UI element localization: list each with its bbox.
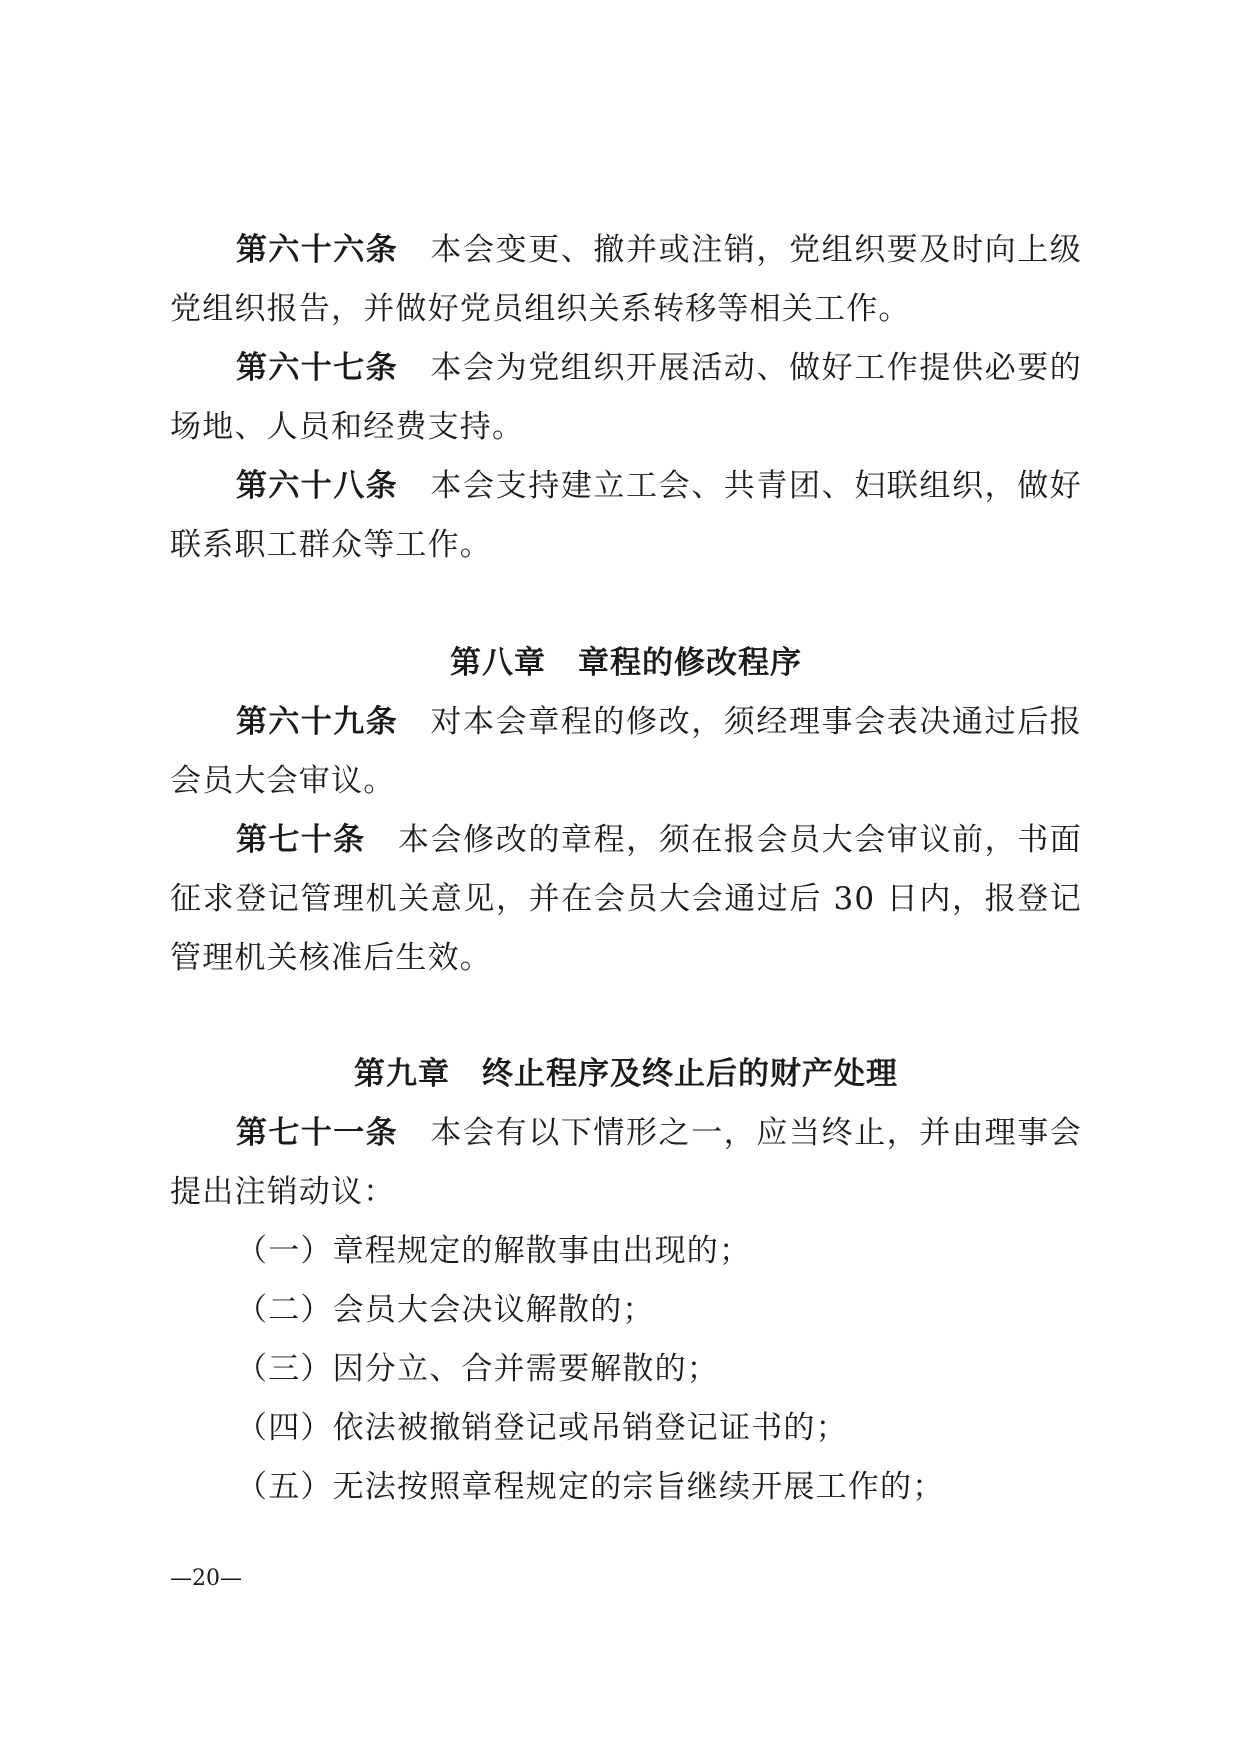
article-number: 第六十六条 xyxy=(236,232,398,268)
article-text: 本会变更、撤并或注销，党组织要及时向上级党组织报告，并做好党员组织关系转移等相关工作。 xyxy=(170,232,1082,327)
article-text: 本会支持建立工会、共青团、妇联组织，做好联系职工群众等工作。 xyxy=(170,468,1082,563)
article-text: 本会修改的章程，须在报会员大会审议前，书面征求登记管理机关意见，并在会员大会通过后 30 日内，报登记管理机关核准后生效。 xyxy=(170,822,1083,976)
article-number: 第七十一条 xyxy=(236,1115,398,1151)
article-71 xyxy=(170,1104,1082,1222)
article-66 xyxy=(170,221,1082,339)
article-text: 对本会章程的修改，须经理事会表决通过后报会员大会审议。 xyxy=(170,704,1082,799)
list-item: （五）无法按照章程规定的宗旨继续开展工作的； xyxy=(236,1469,945,1505)
article-number: 第六十九条 xyxy=(236,704,398,740)
article-text: 本会有以下情形之一，应当终止，并由理事会提出注销动议： xyxy=(170,1115,1082,1210)
chapter-9-block xyxy=(170,1045,1082,1517)
article-69 xyxy=(170,693,1082,811)
article-number: 第七十条 xyxy=(236,822,366,858)
list-item: （三）因分立、合并需要解散的； xyxy=(236,1351,719,1387)
chapter-8-heading xyxy=(170,634,1082,693)
article-67 xyxy=(170,339,1082,457)
article-70 xyxy=(170,811,1082,988)
chapter-number: 第八章 xyxy=(450,645,546,681)
list-item: （一）章程规定的解散事由出现的； xyxy=(236,1233,752,1269)
chapter-9-heading xyxy=(170,1045,1082,1104)
list-item: （二）会员大会决议解散的； xyxy=(236,1292,655,1328)
chapter-number: 第九章 xyxy=(354,1056,450,1092)
chapter-title: 章程的修改程序 xyxy=(578,645,802,681)
article-number: 第六十八条 xyxy=(236,468,398,504)
list-item: （四）依法被撤销登记或吊销登记证书的； xyxy=(236,1410,848,1446)
articles-block-party xyxy=(170,221,1082,575)
article-number: 第六十七条 xyxy=(236,350,398,386)
chapter-title: 终止程序及终止后的财产处理 xyxy=(482,1056,898,1092)
chapter-8-block xyxy=(170,634,1082,988)
article-text: 本会为党组织开展活动、做好工作提供必要的场地、人员和经费支持。 xyxy=(170,350,1082,445)
article-68 xyxy=(170,457,1082,575)
page-number: —20— xyxy=(170,1566,242,1591)
